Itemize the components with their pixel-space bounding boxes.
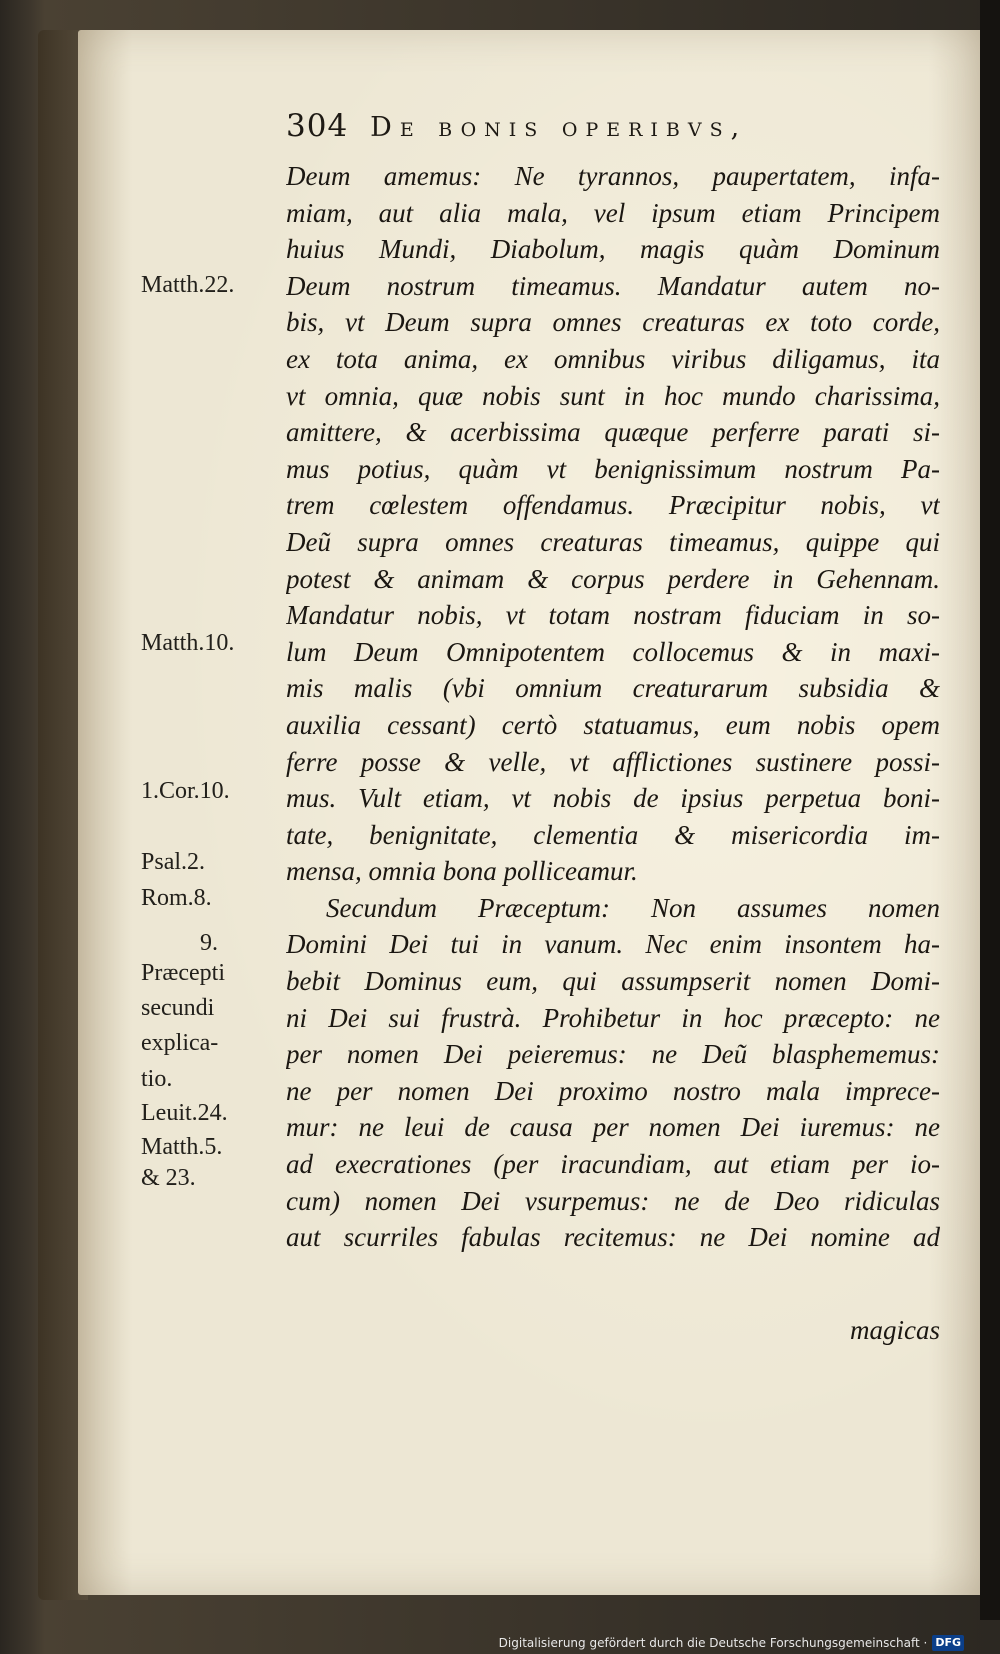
catchword: magicas [850, 1315, 940, 1345]
text-line: Deum amemus: Ne tyrannos, paupertatem, infa- [286, 161, 940, 191]
margin-note: Matth.10. [141, 630, 235, 656]
margin-note: Rom.8. [141, 885, 212, 911]
text-line: potest & animam & corpus perdere in Gehennam. [286, 563, 940, 594]
text-line: mis malis (vbi omnium creaturarum subsidia & [286, 673, 940, 704]
text-line: amittere, & acerbissima quæque perferre parati si- [286, 417, 940, 448]
margin-note: Leuit.24. [141, 1100, 228, 1126]
margin-note: secundi [141, 995, 215, 1021]
margin-note: tio. [141, 1066, 173, 1092]
digitization-credit [499, 1632, 964, 1654]
text-line: mur: ne leui de causa per nomen Dei iuremus: ne [286, 1112, 940, 1143]
text-line: per nomen Dei peieremus: ne Deũ blasphememus: [286, 1039, 940, 1070]
text-line: mensa, omnia bona polliceamur. [286, 856, 638, 887]
body-text [286, 158, 940, 1256]
text-line: Deum nostrum timeamus. Mandatur autem no- [286, 270, 940, 301]
text-line: aut scurriles fabulas recitemus: ne Dei nomine ad [286, 1222, 940, 1253]
dfg-logo: DFG [932, 1635, 964, 1651]
text-line: auxilia cessant) certò statuamus, eum nobis opem [286, 709, 940, 740]
text-line: trem cœlestem offendamus. Præcipitur nobis, vt [286, 490, 940, 521]
text-line: cum) nomen Dei vsurpemus: ne de Deo ridiculas [286, 1185, 940, 1216]
credit-text: Digitalisierung gefördert durch die Deutsche Forschungsgemeinschaft · [498, 1636, 928, 1650]
text-line: lum Deum Omnipotentem collocemus & in maxi- [286, 636, 940, 667]
text-line: Domini Dei tui in vanum. Nec enim insontem ha- [286, 929, 940, 960]
margin-note: 9. [200, 930, 218, 956]
text-line: bebit Dominus eum, qui assumpserit nomen Domi- [286, 966, 940, 997]
running-head [286, 108, 747, 152]
text-line: Deũ supra omnes creaturas timeamus, quippe qui [286, 526, 940, 557]
margin-note: explica- [141, 1030, 219, 1056]
text-line: ni Dei sui frustrà. Prohibetur in hoc præcepto: ne [286, 1002, 940, 1033]
text-line: tate, benignitate, clementia & misericordia im- [286, 819, 940, 850]
margin-note: Præcepti [141, 960, 225, 986]
page-number: 304 [286, 108, 349, 144]
text-line: ferre posse & velle, vt afflictiones sustinere possi- [286, 746, 940, 777]
text-line: huius Mundi, Diabolum, magis quàm Dominum [286, 234, 940, 265]
text-line: vt omnia, quæ nobis sunt in hoc mundo charissima, [286, 380, 940, 411]
text-line: mus potius, quàm vt benignissimum nostrum Pa- [286, 453, 940, 484]
text-line: ne per nomen Dei proximo nostro mala imprece- [286, 1075, 940, 1106]
margin-note: 1.Cor.10. [141, 778, 230, 804]
text-line: bis, vt Deum supra omnes creaturas ex toto corde, [286, 307, 940, 338]
margin-note: Matth.22. [141, 272, 235, 298]
margin-note: & 23. [141, 1165, 196, 1191]
margin-note: Psal.2. [141, 849, 206, 875]
running-head-title: De bonis operibvs, [370, 112, 748, 143]
margin-note: Matth.5. [141, 1134, 223, 1160]
scan-edge [980, 0, 1000, 1620]
text-line: miam, aut alia mala, vel ipsum etiam Principem [286, 197, 940, 228]
text-line: Secundum Præceptum: Non assumes nomen [326, 892, 940, 923]
text-line: Mandatur nobis, vt totam nostram fiduciam in so- [286, 600, 940, 631]
text-line: ex tota anima, ex omnibus viribus diligamus, ita [286, 343, 940, 374]
text-line: ad execrationes (per iracundiam, aut etiam per io- [286, 1149, 940, 1180]
text-line: mus. Vult etiam, vt nobis de ipsius perpetua boni- [286, 783, 940, 814]
